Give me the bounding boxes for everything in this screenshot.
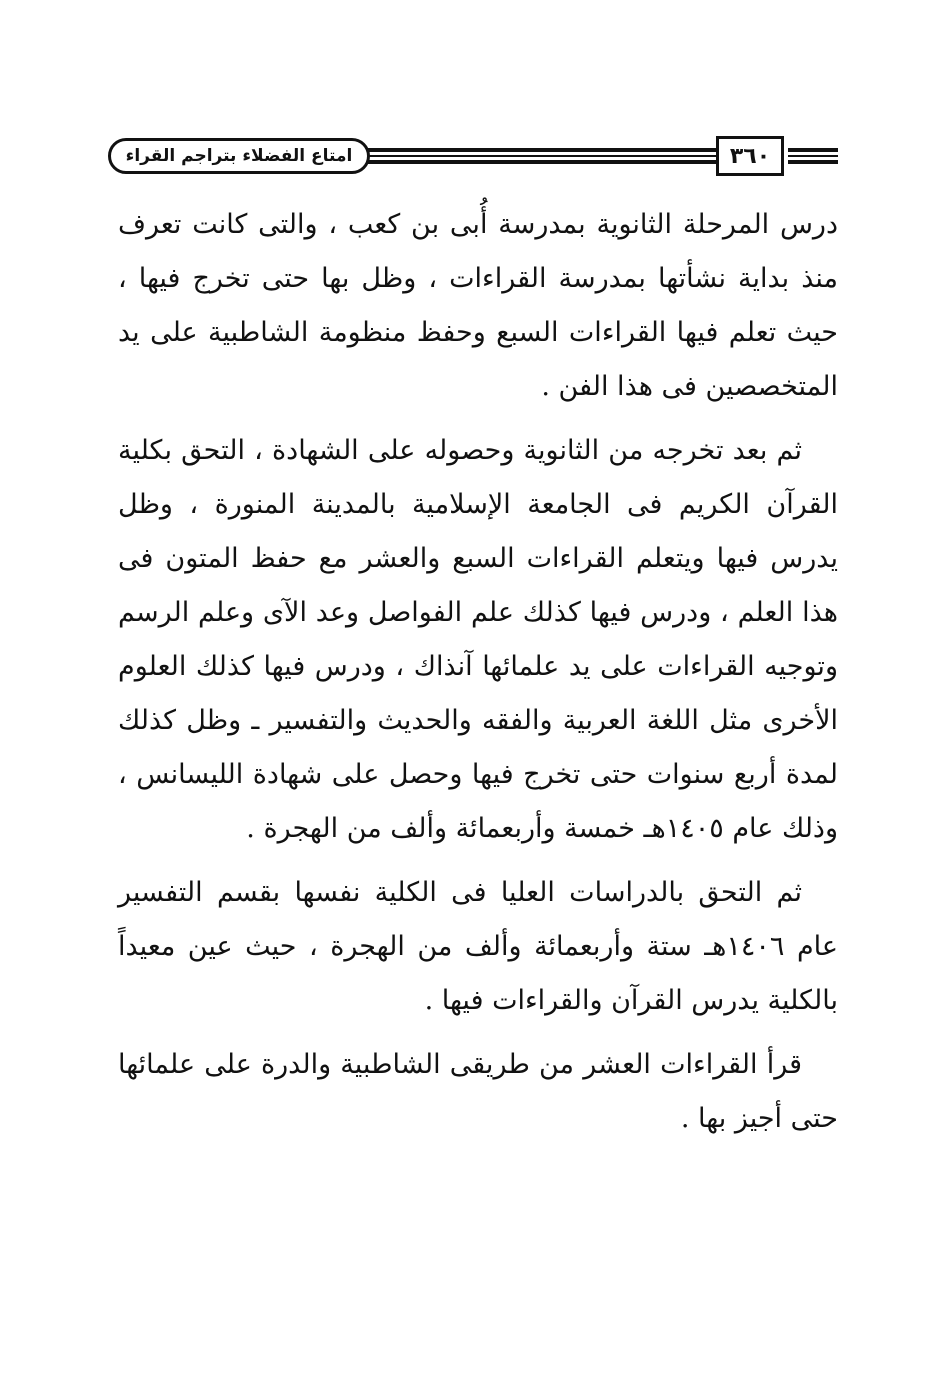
rule-line (368, 160, 718, 164)
page-header (108, 136, 838, 178)
header-decorative-rules-left (368, 148, 718, 166)
body-text (118, 198, 838, 1156)
rule-line (788, 160, 838, 164)
paragraph: قرأ القراءات العشر من طريقى الشاطبية والدرة على علمائها حتى أجيز بها . (118, 1049, 838, 1134)
rule-line (788, 148, 838, 152)
rule-line (788, 155, 838, 157)
rule-line (368, 148, 718, 152)
header-decorative-rules-right (788, 148, 838, 166)
paragraph: درس المرحلة الثانوية بمدرسة أُبى بن كعب ، والتى كانت تعرف منذ بداية نشأتها بمدرسة القراءات ، وظل بها حتى تخرج فيها ، حيث تعلم فيها القراءات السبع وحفظ منظومة الشاطبية على يد المتخصصين فى هذا الفن . (118, 209, 838, 402)
paragraph: ثم التحق بالدراسات العليا فى الكلية نفسها بقسم التفسير عام ١٤٠٦هـ ستة وأربعمائة وألف من الهجرة ، حيث عين معيداً بالكلية يدرس القرآن والقراءات فيها . (118, 877, 838, 1016)
rule-line (368, 155, 718, 157)
page-number: ٣٦٠ (716, 136, 784, 176)
running-book-title: امتاع الفضلاء بتراجم القراء (108, 138, 370, 174)
paragraph: ثم بعد تخرجه من الثانوية وحصوله على الشهادة ، التحق بكلية القرآن الكريم فى الجامعة الإسلامية بالمدينة المنورة ، وظل يدرس فيها ويتعلم القراءات السبع والعشر مع حفظ المتون فى هذا العلم ، ودرس فيها كذلك علم الفواصل وعد الآى وعلم الرسم وتوجيه القراءات على يد علمائها آنذاك ، ودرس فيها كذلك العلوم الأخرى مثل اللغة العربية والفقه والحديث والتفسير ـ وظل كذلك لمدة أربع سنوات حتى تخرج فيها وحصل على شهادة الليسانس ، وذلك عام ١٤٠٥هـ خمسة وأربعمائة وألف من الهجرة . (118, 435, 838, 844)
